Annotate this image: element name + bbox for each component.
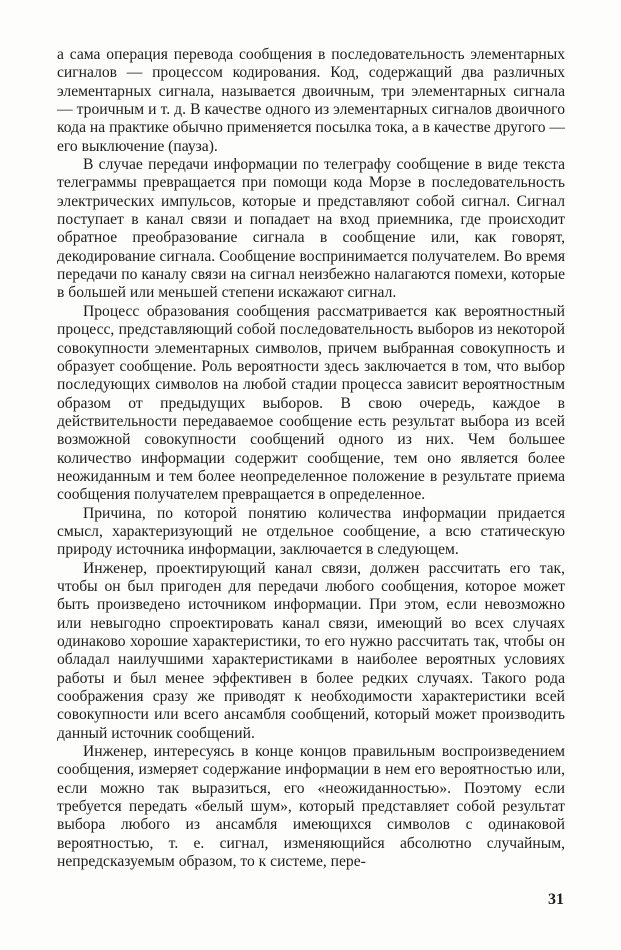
paragraph-1: а сама операция перевода сообщения в последовательность элементарных сигналов — процессом кодирования. Код, содержащий два различных элементарных сигнала, называется двоичным, три элементарных сигнала — троичным и т. д. В качестве одного из элементарных сигналов двоичного кода на практике обычно применяется посылка тока, а в качестве другого — его выключение (пауза). — [57, 46, 565, 155]
paragraph-5: Инженер, проектирующий канал связи, должен рассчитать его так, чтобы он был пригоден для передачи любого сообщения, которое может быть произведено источником информации. При этом, если невозможно или невыгодно спроектировать канал связи, имеющий во всех случаях одинаково хорошие характеристики, то его нужно рассчитать так, чтобы он обладал наилучшими характеристиками в наиболее вероятных условиях работы и был менее эффективен в более редких случаях. Такого рода соображения сразу же приводят к необходимости характеристики всей совокупности или всего ансамбля сообщений, который может производить данный источник сообщений. — [57, 559, 565, 742]
body-text — [57, 46, 565, 871]
paragraph-3: Процесс образования сообщения рассматривается как вероятностный процесс, представляющий собой последовательность выборов из некоторой совокупности элементарных символов, причем выбранная совокупность и образует сообщение. Роль вероятности здесь заключается в том, что выбор последующих символов на любой стадии процесса зависит вероятностным образом от предыдущих выборов. В свою очередь, каждое в действительности передаваемое сообщение есть результат выбора из всей возможной совокупности сообщений одного из них. Чем большее количество информации содержит сообщение, тем оно является более неожиданным и тем более неопределенное положение в результате приема сообщения получателем превращается в определенное. — [57, 302, 565, 504]
page-number: 31 — [548, 891, 564, 908]
paragraph-2: В случае передачи информации по телеграфу сообщение в виде текста телеграммы превращается при помощи кода Морзе в последовательность электрических импульсов, которые и представляют собой сигнал. Сигнал поступает в канал связи и попадает на вход приемника, где происходит обратное преобразование сигнала в сообщение или, как говорят, декодирование сигнала. Сообщение воспринимается получателем. Во время передачи по каналу связи на сигнал неизбежно налагаются помехи, которые в большей или меньшей степени искажают сигнал. — [57, 156, 565, 302]
paragraph-4: Причина, по которой понятию количества информации придается смысл, характеризующий не отдельное сообщение, а всю статическую природу источника информации, заключается в следующем. — [57, 504, 565, 559]
paragraph-6: Инженер, интересуясь в конце концов правильным воспроизведением сообщения, измеряет содержание информации в нем его вероятностью или, если можно так выразиться, его «неожиданностью». Поэтому если требуется передать «белый шум», который представляет собой результат выбора любого из ансамбля имеющихся символов с одинаковой вероятностью, т. е. сигнал, изменяющийся абсолютно случайным, непредсказуемым образом, то к системе, пере- — [57, 743, 565, 871]
